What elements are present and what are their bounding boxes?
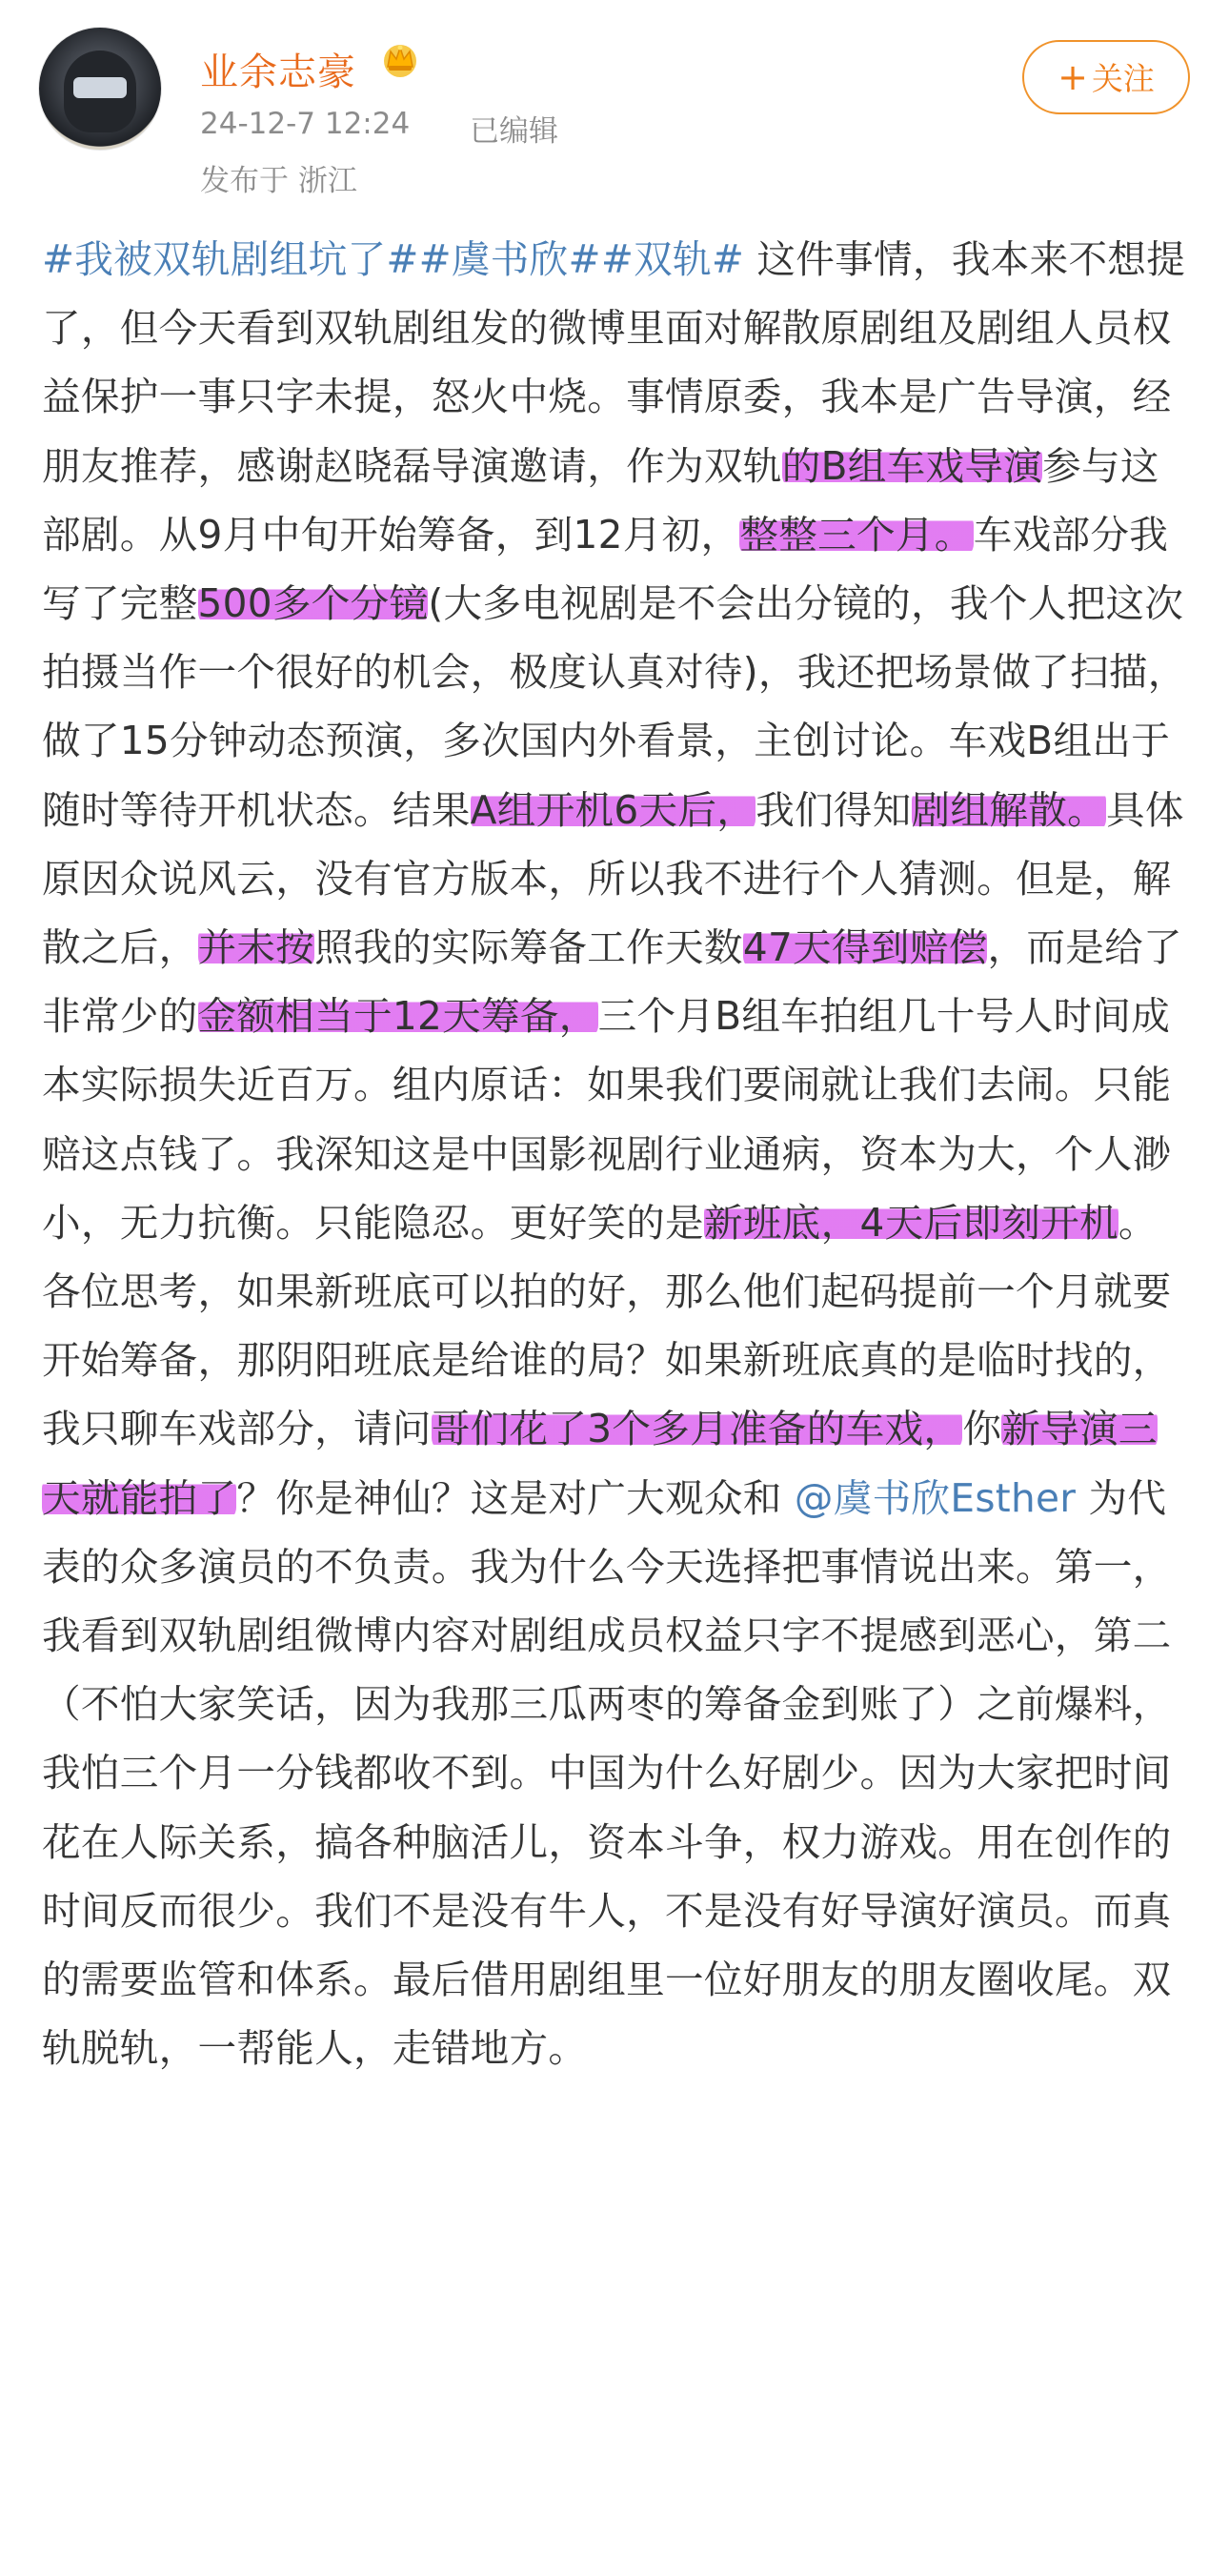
highlighted-text: 剧组解散。	[911, 786, 1107, 833]
highlighted-text: 并未按	[197, 924, 315, 971]
post-text: 我们得知	[756, 786, 912, 833]
highlighted-text: 整整三个月。	[739, 511, 974, 558]
post-text: 参与这部剧。从9月中旬开始筹备，到12月初，	[42, 442, 1159, 558]
hashtag-link[interactable]: #虞书欣#	[418, 236, 601, 282]
highlighted-text: 新导演三天就能拍了	[42, 1406, 1158, 1521]
highlighted-text: 500多个分镜	[197, 580, 429, 627]
post-text: (大多电视剧是不会出分镜的，我个人把这次拍摄当作一个很好的机会，极度认真对待)，我还把场景做了扫描，做了15分钟动态预演，多次国内外看景，主创讨论。车戏B组出于随时等待开机状态。结果	[42, 580, 1187, 833]
post-text: 具体原因众说风云，没有官方版本，所以我不进行个人猜测。但是，解散之后，	[42, 786, 1184, 971]
post-text: 三个月B组车拍组几十号人时间成本实际损失近百万。组内原话：如果我们要闹就让我们去闹。只能赔这点钱了。我深知这是中国影视剧行业通病，资本为大，个人渺小，无力抗衡。只能隐忍。更好笑的是	[42, 993, 1172, 1246]
post-text: ？你是神仙？这是对广大观众和	[236, 1474, 795, 1521]
avatar-visor	[73, 77, 127, 98]
highlighted-text: 的B组车戏导演	[781, 442, 1043, 489]
post-text: 车戏部分我写了完整	[42, 511, 1169, 627]
hashtag-link[interactable]: #我被双轨剧组坑了#	[42, 236, 419, 282]
post-location: 发布于 浙江	[200, 164, 357, 198]
highlighted-text: 金额相当于12天筹备，	[197, 993, 598, 1040]
post-text: 你	[962, 1406, 1002, 1452]
plus-icon: +	[1058, 56, 1088, 98]
avatar[interactable]	[38, 27, 162, 151]
post-time: 24-12-7 12:24	[200, 107, 411, 141]
post-text: 为代表的众多演员的不负责。我为什么今天选择把事情说出来。第一，我看到双轨剧组微博内容对剧组成员权益只字不提感到恶心，第二（不怕大家笑话，因为我那三瓜两枣的筹备金到账了）之前爆料，我怕三个月一分钱都收不到。中国为什么好剧少。因为大家把时间花在人际关系，搞各种脑活儿，资本斗争，权力游戏。用在创作的时间反而很少。我们不是没有牛人，不是没有好导演好演员。而真的需要监管和体系。最后借用剧组里一位好朋友的朋友圈收尾。双轨脱轨，一帮能人，走错地方。	[42, 1474, 1172, 2072]
edited-label[interactable]: 已编辑	[470, 114, 558, 149]
post-text: 。各位思考，如果新班底可以拍的好，那么他们起码提前一个月就要开始筹备，那阴阳班底是给谁的局？如果新班底真的是临时找的，我只聊车戏部分，请问	[42, 1199, 1172, 1452]
author-name[interactable]: 业余志豪	[200, 51, 356, 94]
post-text: 这件事情，我本来不想提了，但今天看到双轨剧组发的微博里面对解散原剧组及剧组人员权益保护一事只字未提，怒火中烧。事情原委，我本是广告导演，经朋友推荐，感谢赵晓磊导演邀请，作为双轨	[42, 236, 1186, 489]
post-body	[42, 225, 1190, 2082]
crown-badge-icon	[379, 38, 421, 80]
mention-link[interactable]: @虞书欣Esther	[794, 1474, 1077, 1521]
follow-label: 关注	[1091, 60, 1155, 97]
follow-button[interactable]	[1022, 40, 1190, 114]
highlighted-text: 哥们花了3个多月准备的车戏，	[431, 1406, 963, 1452]
post-text: ，而是给了非常少的	[42, 924, 1182, 1040]
hashtag-link[interactable]: #双轨#	[600, 236, 745, 282]
highlighted-text: 新班底，4天后即刻开机	[703, 1199, 1118, 1246]
highlighted-text: 47天得到赔偿	[742, 924, 988, 971]
post-text: 照我的实际筹备工作天数	[314, 924, 743, 971]
highlighted-text: A组开机6天后，	[470, 786, 756, 833]
post-header	[0, 0, 1229, 198]
